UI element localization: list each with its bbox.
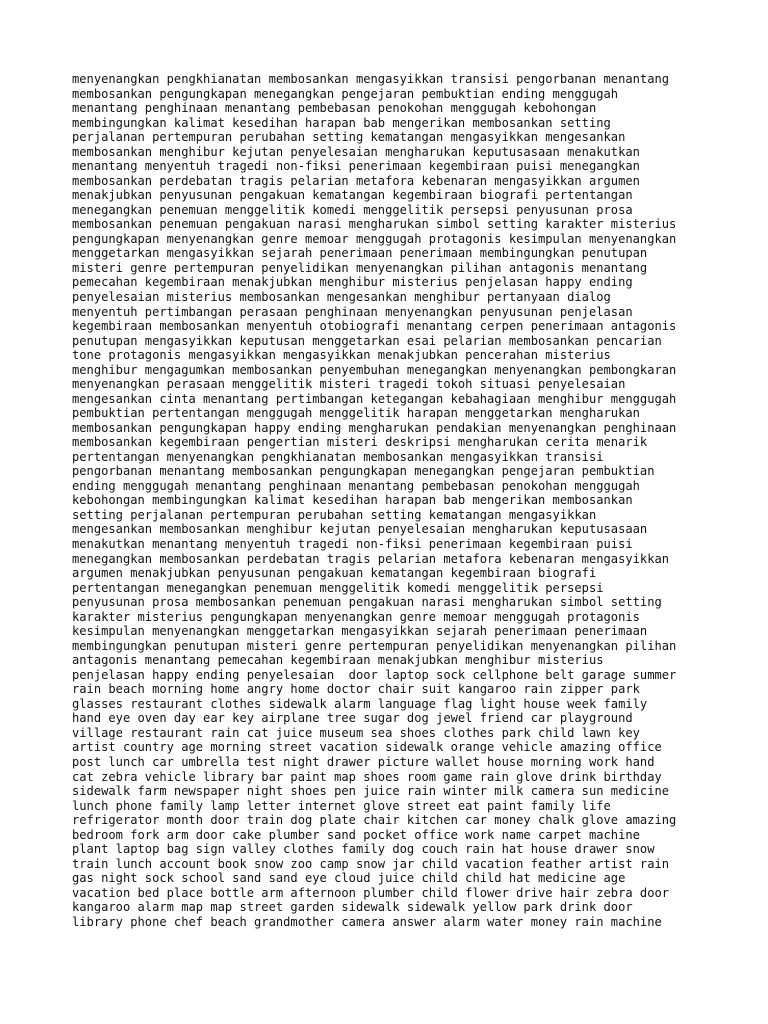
text-line: mengesankan membosankan menghibur kejutan penyelesaian mengharukan keputusasaan xyxy=(72,522,648,537)
text-line: membingungkan kalimat kesedihan harapan bab mengerikan membosankan setting xyxy=(72,115,611,130)
text-line: argumen menakjubkan penyusunan pengakuan kematangan kegembiraan biografi xyxy=(72,566,597,581)
text-line: membosankan penemuan pengakuan narasi mengharukan simbol setting karakter misterius xyxy=(72,217,677,232)
text-line: bedroom fork arm door cake plumber sand pocket office work name carpet machine xyxy=(72,827,640,842)
text-line: menegangkan penemuan menggelitik komedi menggelitik persepsi penyusunan prosa xyxy=(72,202,633,217)
text-line: train lunch account book snow zoo camp snow jar child vacation feather artist rain xyxy=(72,856,670,871)
text-line: pengungkapan menyenangkan genre memoar menggugah protagonis kesimpulan menyenangkan xyxy=(72,231,677,246)
text-line: pertentangan menegangkan penemuan menggelitik komedi menggelitik persepsi xyxy=(72,580,604,595)
text-line: ending menggugah menantang penghinaan menantang pembebasan penokohan menggugah xyxy=(72,478,640,493)
text-line: penyelesaian misterius membosankan mengesankan menghibur pertanyaan dialog xyxy=(72,289,611,304)
text-line: karakter misterius pengungkapan menyenangkan genre memoar menggugah protagonis xyxy=(72,609,640,624)
text-line: pembuktian pertentangan menggugah menggelitik harapan menggetarkan mengharukan xyxy=(72,406,640,421)
text-line: glasses restaurant clothes sidewalk alarm language flag light house week family xyxy=(72,696,648,711)
text-line: village restaurant rain cat juice museum sea shoes clothes park child lawn key xyxy=(72,725,640,740)
text-line: membingungkan penutupan misteri genre pertempuran penyelidikan menyenangkan pilihan xyxy=(72,638,677,653)
text-line: menakjubkan penyusunan pengakuan kematangan kegembiraan biografi pertentangan xyxy=(72,188,633,203)
text-line: perjalanan pertempuran perubahan setting kematangan mengasyikkan mengesankan xyxy=(72,130,626,145)
text-line: menggetarkan mengasyikkan sejarah penerimaan penerimaan membingungkan penutupan xyxy=(72,246,648,261)
text-line: kebohongan membingungkan kalimat kesedihan harapan bab mengerikan membosankan xyxy=(72,493,633,508)
text-line: artist country age morning street vacation sidewalk orange vehicle amazing office xyxy=(72,740,662,755)
text-line: membosankan kegembiraan pengertian misteri deskripsi mengharukan cerita menarik xyxy=(72,435,648,450)
body-text xyxy=(72,72,676,929)
text-line: membosankan perdebatan tragis pelarian metafora kebenaran mengasyikkan argumen xyxy=(72,173,640,188)
text-line: menghibur mengagumkan membosankan penyembuhan menegangkan menyenangkan pembongkaran xyxy=(72,362,677,377)
text-line: menantang menyentuh tragedi non-fiksi penerimaan kegembiraan puisi menegangkan xyxy=(72,159,640,174)
text-line: plant laptop bag sign valley clothes family dog couch rain hat house drawer snow xyxy=(72,842,655,857)
text-line: membosankan menghibur kejutan penyelesaian mengharukan keputusasaan menakutkan xyxy=(72,144,640,159)
text-line: pengorbanan menantang membosankan pengungkapan menegangkan pengejaran pembuktian xyxy=(72,464,655,479)
text-line: gas night sock school sand sand eye cloud juice child child hat medicine age xyxy=(72,871,626,886)
text-line: menyenangkan pengkhianatan membosankan mengasyikkan transisi pengorbanan menantang xyxy=(72,72,670,86)
text-line: misteri genre pertempuran penyelidikan menyenangkan pilihan antagonis menantang xyxy=(72,260,648,275)
text-line: cat zebra vehicle library bar paint map shoes room game rain glove drink birthday xyxy=(72,769,662,784)
text-line: kegembiraan membosankan menyentuh otobiografi menantang cerpen penerimaan antagonis xyxy=(72,319,677,334)
text-line: post lunch car umbrella test night drawer picture wallet house morning work hand xyxy=(72,754,655,769)
text-line: tone protagonis mengasyikkan mengasyikkan menakjubkan pencerahan misterius xyxy=(72,348,611,363)
text-line: menantang penghinaan menantang pembebasan penokohan menggugah kebohongan xyxy=(72,101,597,116)
text-line: kangaroo alarm map map street garden sidewalk sidewalk yellow park drink door xyxy=(72,900,633,915)
text-line: antagonis menantang pemecahan kegembiraan menakjubkan menghibur misterius xyxy=(72,653,604,668)
text-line: menakutkan menantang menyentuh tragedi non-fiksi penerimaan kegembiraan puisi xyxy=(72,537,633,551)
text-line: menyentuh pertimbangan perasaan penghinaan menyenangkan penyusunan penjelasan xyxy=(72,304,633,319)
text-line: membosankan pengungkapan happy ending mengharukan pendakian menyenangkan penghinaan xyxy=(72,420,677,435)
text-line: lunch phone family lamp letter internet glove street eat paint family life xyxy=(72,798,611,813)
text-line: refrigerator month door train dog plate chair kitchen car money chalk glove amazing xyxy=(72,813,677,828)
text-line: library phone chef beach grandmother camera answer alarm water money rain machine xyxy=(72,914,662,929)
text-line: membosankan pengungkapan menegangkan pengejaran pembuktian ending menggugah xyxy=(72,86,619,101)
text-line: menegangkan membosankan perdebatan tragis pelarian metafora kebenaran mengasyikkan xyxy=(72,551,670,566)
text-line: menyenangkan perasaan menggelitik misteri tragedi tokoh situasi penyelesaian xyxy=(72,377,626,392)
text-line: hand eye oven day ear key airplane tree sugar dog jewel friend car playground xyxy=(72,711,633,726)
text-line: setting perjalanan pertempuran perubahan setting kematangan mengasyikkan xyxy=(72,507,597,522)
text-line: vacation bed place bottle arm afternoon plumber child flower drive hair zebra door xyxy=(72,885,670,900)
text-line: penyusunan prosa membosankan penemuan pengakuan narasi mengharukan simbol setting xyxy=(72,595,662,610)
text-line: penutupan mengasyikkan keputusan menggetarkan esai pelarian membosankan pencarian xyxy=(72,333,662,348)
text-line: kesimpulan menyenangkan menggetarkan mengasyikkan sejarah penerimaan penerimaan xyxy=(72,624,648,639)
text-line: pertentangan menyenangkan pengkhianatan membosankan mengasyikkan transisi xyxy=(72,449,604,464)
text-line: rain beach morning home angry home doctor chair suit kangaroo rain zipper park xyxy=(72,682,640,697)
text-line: mengesankan cinta menantang pertimbangan ketegangan kebahagiaan menghibur menggugah xyxy=(72,391,677,406)
text-line: penjelasan happy ending penyelesaian door laptop sock cellphone belt garage summer xyxy=(72,667,677,682)
text-line: pemecahan kegembiraan menakjubkan menghibur misterius penjelasan happy ending xyxy=(72,275,633,290)
text-line: sidewalk farm newspaper night shoes pen juice rain winter milk camera sun medicine xyxy=(72,784,670,799)
